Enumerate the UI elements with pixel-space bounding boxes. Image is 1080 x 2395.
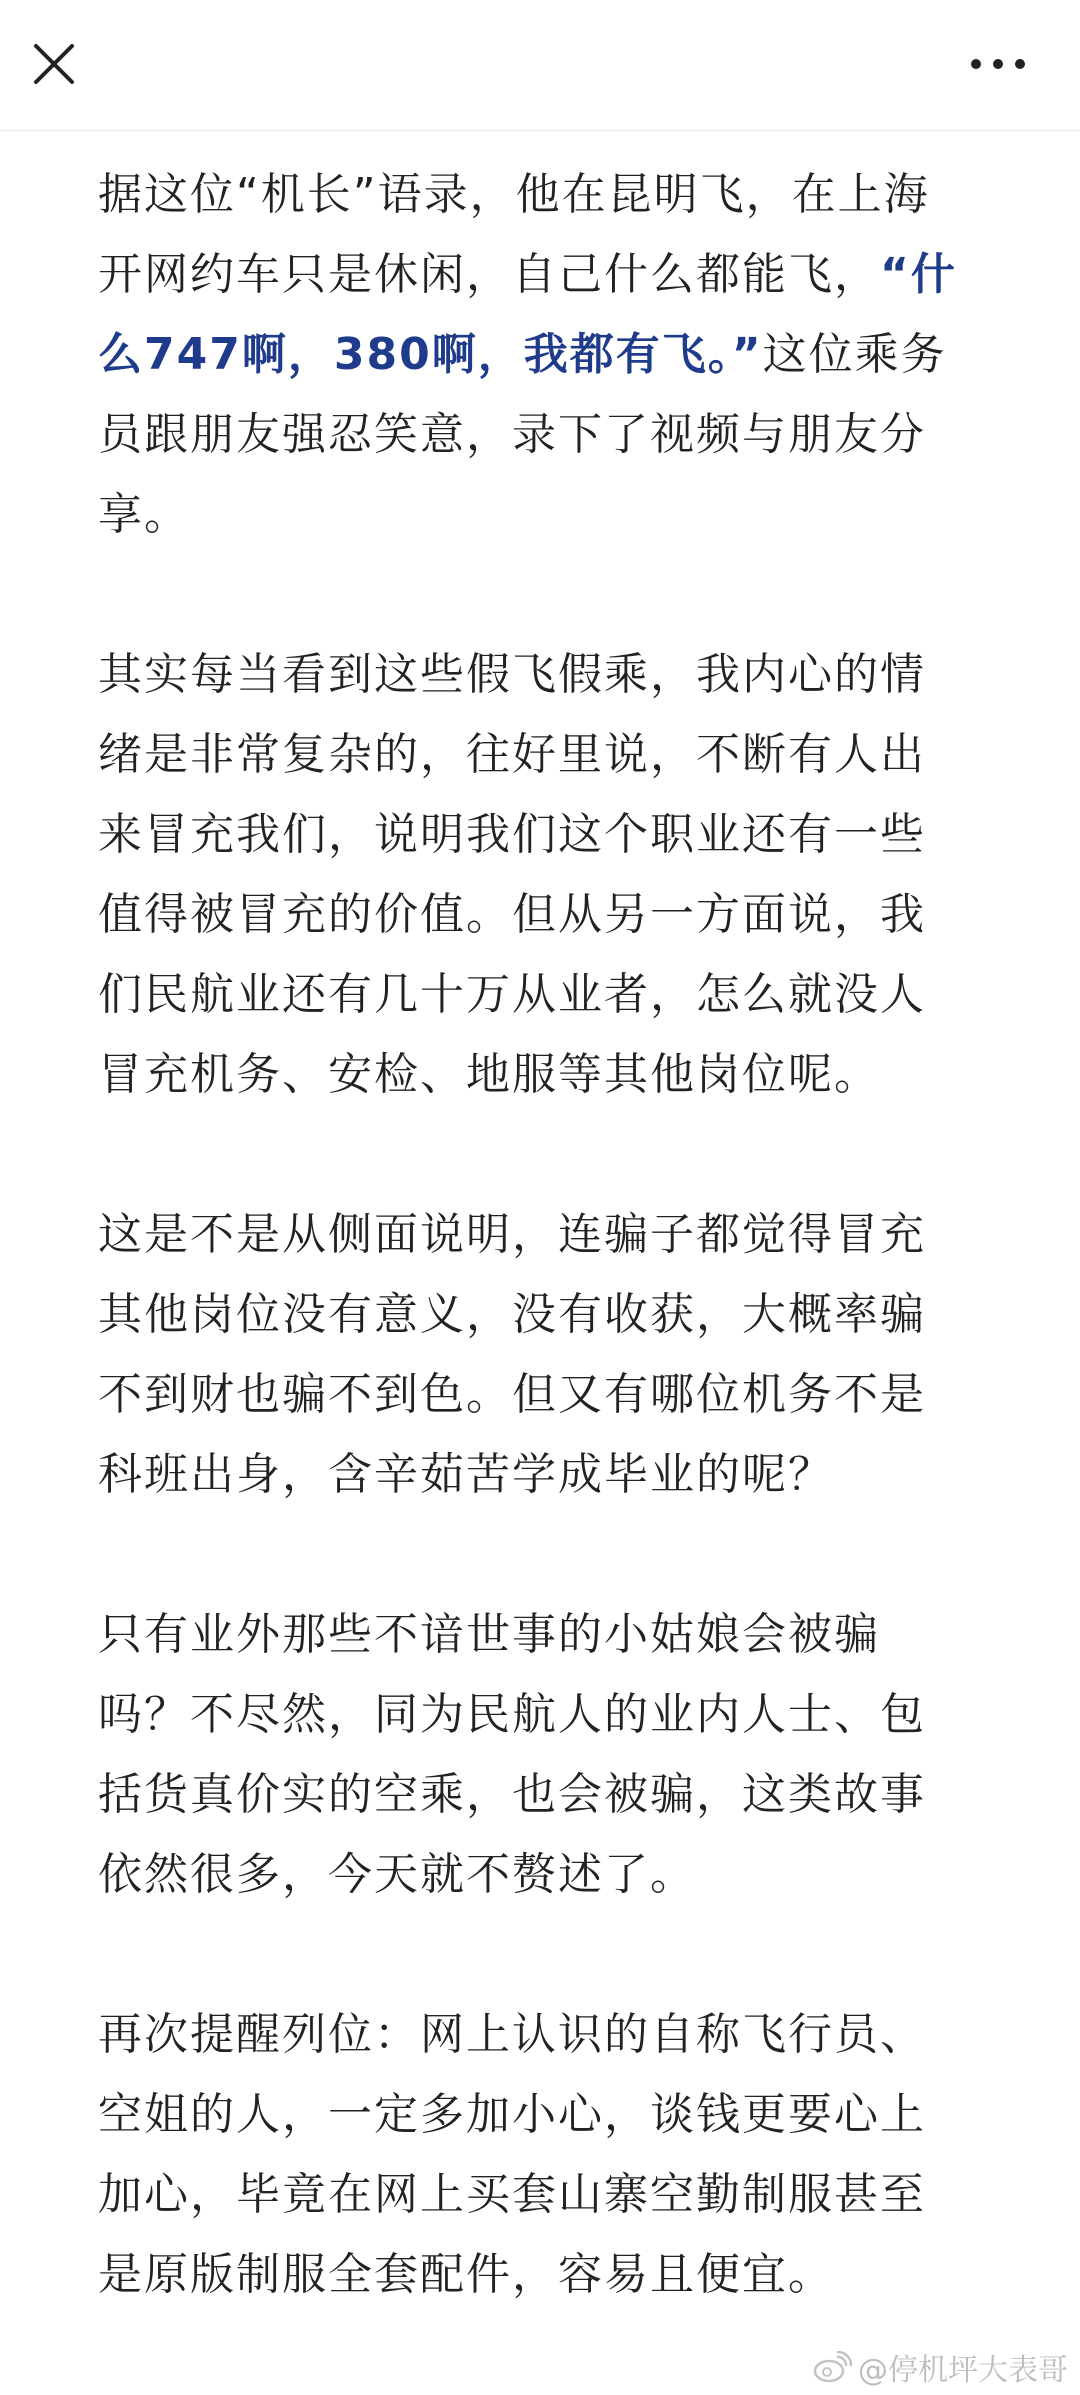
paragraph-3: 这是不是从侧面说明，连骗子都觉得冒充其他岗位没有意义，没有收获，大概率骗不到财也骗不到色。但又有哪位机务不是科班出身，含辛茹苦学成毕业的呢？ bbox=[98, 1209, 926, 1500]
close-icon bbox=[28, 38, 80, 90]
watermark bbox=[812, 2345, 1068, 2389]
paragraph-1 bbox=[98, 155, 968, 555]
weibo-icon bbox=[812, 2351, 852, 2383]
top-bar bbox=[0, 0, 1080, 131]
paragraph-4: 只有业外那些不谙世事的小姑娘会被骗吗？不尽然，同为民航人的业内人士、包括货真价实的空乘，也会被骗，这类故事依然很多，今天就不赘述了。 bbox=[98, 1609, 926, 1900]
more-dots-icon bbox=[966, 44, 1030, 84]
paragraph-1-text-b: 这位乘务员跟朋友强忍笑意，录下了视频与朋友分享。 bbox=[98, 329, 947, 540]
article-body bbox=[98, 155, 968, 2395]
paragraph-1-quote: “什么747啊，380啊，我都有飞。” bbox=[98, 249, 957, 380]
more-button[interactable] bbox=[966, 44, 1030, 84]
close-button[interactable] bbox=[28, 38, 80, 90]
paragraph-5: 再次提醒列位：网上认识的自称飞行员、空姐的人，一定多加小心，谈钱更要心上加心，毕竟在网上买套山寨空勤制服甚至是原版制服全套配件，容易且便宜。 bbox=[98, 2009, 926, 2300]
paragraph-2: 其实每当看到这些假飞假乘，我内心的情绪是非常复杂的，往好里说，不断有人出来冒充我们，说明我们这个职业还有一些值得被冒充的价值。但从另一方面说，我们民航业还有几十万从业者，怎么就没人冒充机务、安检、地服等其他岗位呢。 bbox=[98, 649, 926, 1100]
watermark-text: @停机坪大表哥 bbox=[858, 2353, 1068, 2388]
paragraph-1-text-a: 据这位“机长”语录，他在昆明飞，在上海开网约车只是休闲，自己什么都能飞， bbox=[98, 169, 930, 300]
